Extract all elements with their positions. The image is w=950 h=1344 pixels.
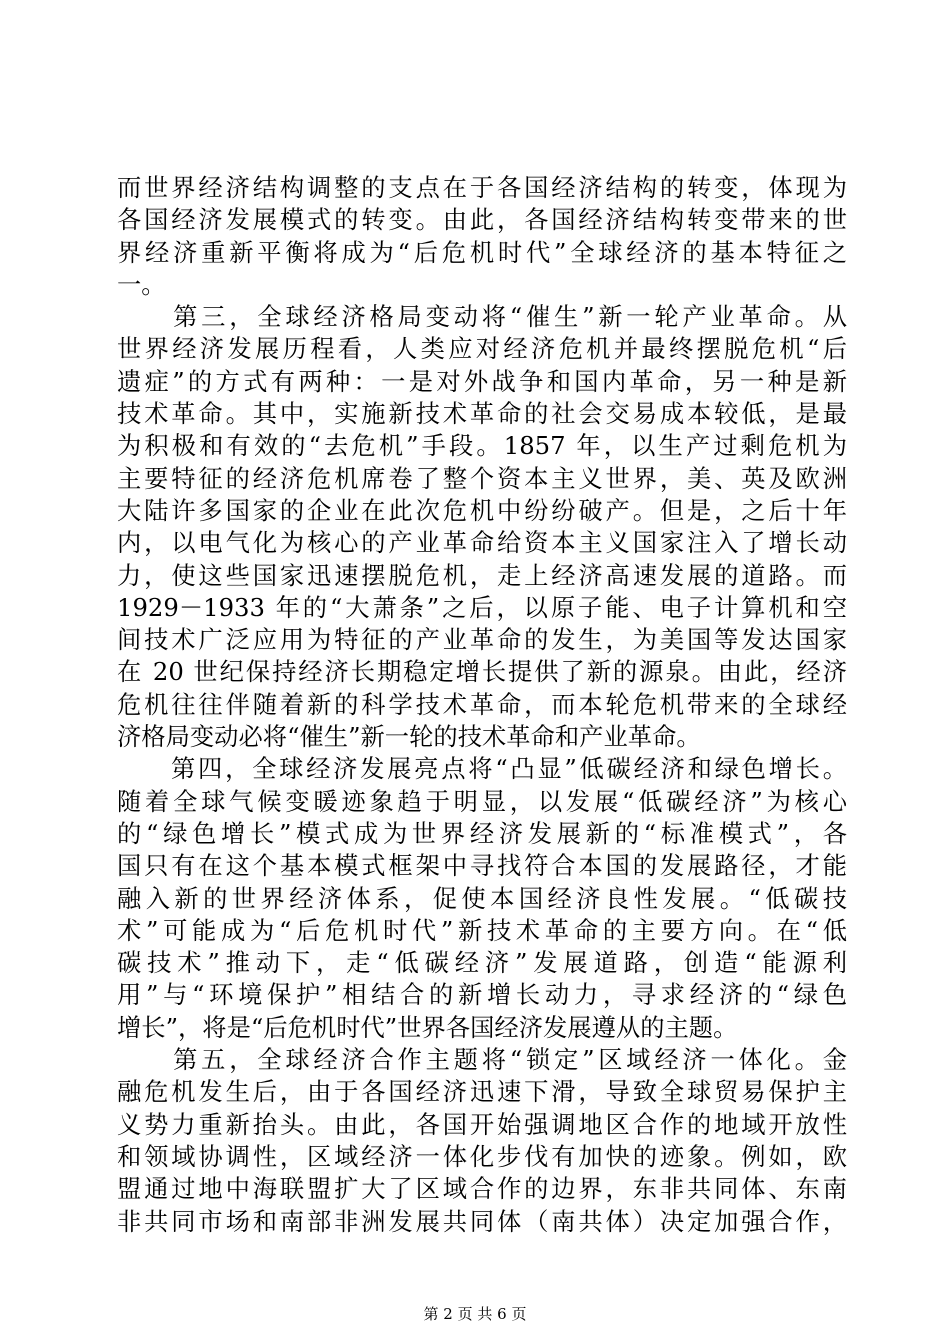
text-line: 内，以电气化为核心的产业革命给资本主义国家注入了增长动 [117,528,847,558]
text-line: 力，使这些国家迅速摆脱危机，走上经济高速发展的道路。而 [117,560,847,590]
text-line: 融入新的世界经济体系，促使本国经济良性发展。“低碳技 [117,883,847,913]
text-line: 义势力重新抬头。由此，各国开始强调地区合作的地域开放性 [117,1109,847,1139]
text-line: 非共同市场和南部非洲发展共同体（南共体）决定加强合作， [117,1206,847,1236]
text-line: 国只有在这个基本模式框架中寻找符合本国的发展路径，才能 [117,851,847,881]
text-line: 第三，全球经济格局变动将“催生”新一轮产业革命。从 [117,302,847,332]
text-line: 术”可能成为“后危机时代”新技术革命的主要方向。在“低 [117,915,847,945]
text-line: 盟通过地中海联盟扩大了区域合作的边界，东非共同体、东南 [117,1174,847,1204]
page-footer: 第 2 页 共 6 页 [423,1305,527,1323]
text-line: 遗症”的方式有两种：一是对外战争和国内革命，另一种是新 [117,366,847,396]
text-line: 增长”，将是“后危机时代”世界各国经济发展遵从的主题。 [117,1012,738,1042]
text-line: 技术革命。其中，实施新技术革命的社会交易成本较低，是最 [117,399,847,429]
text-line: 碳技术”推动下，走“低碳经济”发展道路，创造“能源利 [117,948,847,978]
text-line: 界经济重新平衡将成为“后危机时代”全球经济的基本特征之 [117,237,847,267]
text-line: 世界经济发展历程看，人类应对经济危机并最终摆脱危机“后 [117,334,847,364]
text-line: 一。 [117,269,166,299]
text-line: 第四，全球经济发展亮点将“凸显”低碳经济和绿色增长。 [117,754,847,784]
text-line: 1929－1933 年的“大萧条”之后，以原子能、电子计算机和空 [117,592,847,622]
text-line: 随着全球气候变暖迹象趋于明显，以发展“低碳经济”为核心 [117,786,847,816]
text-line: 为积极和有效的“去危机”手段。1857 年，以生产过剩危机为 [117,431,847,461]
text-line: 而世界经济结构调整的支点在于各国经济结构的转变，体现为 [117,173,847,202]
text-line: 济格局变动必将“催生”新一轮的技术革命和产业革命。 [117,722,701,752]
text-line: 第五，全球经济合作主题将“锁定”区域经济一体化。金 [117,1045,847,1075]
text-line: 危机往往伴随着新的科学技术革命，而本轮危机带来的全球经 [117,689,847,719]
text-line: 大陆许多国家的企业在此次危机中纷纷破产。但是，之后十年 [117,495,847,525]
text-line: 主要特征的经济危机席卷了整个资本主义世界，美、英及欧洲 [117,463,847,493]
text-line: 和领域协调性，区域经济一体化步伐有加快的迹象。例如，欧 [117,1141,847,1171]
text-line: 在 20 世纪保持经济长期稳定增长提供了新的源泉。由此，经济 [117,657,847,687]
text-line: 的“绿色增长”模式成为世界经济发展新的“标准模式”，各 [117,818,847,848]
body-text [117,172,847,1238]
text-line: 用”与“环境保护”相结合的新增长动力，寻求经济的“绿色 [117,980,847,1010]
text-line: 融危机发生后，由于各国经济迅速下滑，导致全球贸易保护主 [117,1077,847,1107]
text-line: 各国经济发展模式的转变。由此，各国经济结构转变带来的世 [117,205,847,235]
text-line: 间技术广泛应用为特征的产业革命的发生，为美国等发达国家 [117,625,847,655]
